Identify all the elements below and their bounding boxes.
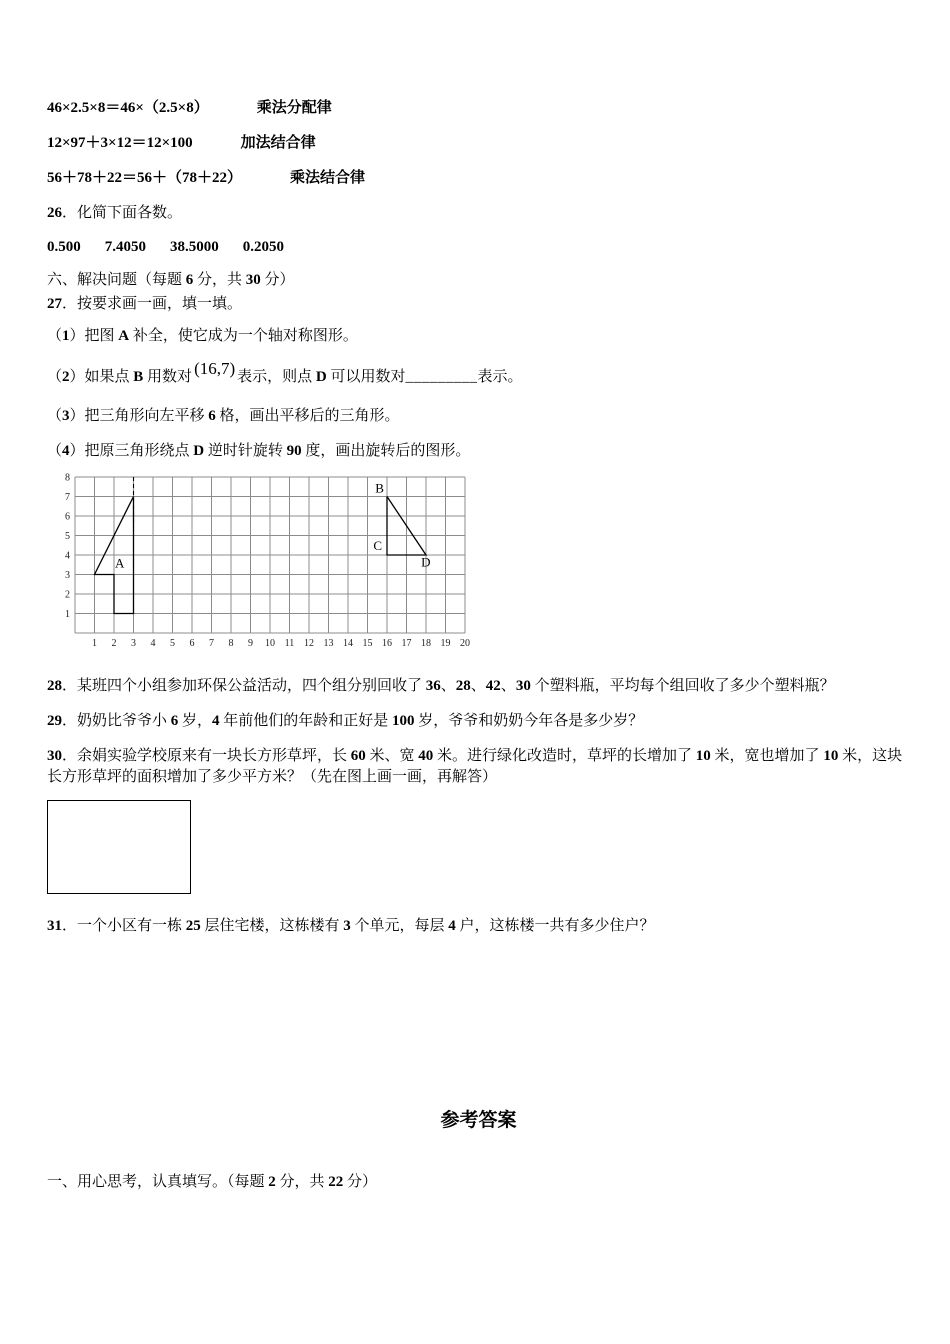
svg-text:1: 1 (92, 638, 97, 649)
svg-text:8: 8 (228, 638, 234, 649)
q27-item-2-text: （2）如果点 B 用数对 (47, 369, 193, 385)
svg-text:13: 13 (323, 638, 334, 649)
q26-value-1: 0.500 (47, 239, 81, 255)
svg-text:17: 17 (401, 638, 412, 649)
answer-blank: _________ (405, 369, 478, 385)
q31-text: 31．一个小区有一栋 25 层住宅楼，这栋楼有 3 个单元，每层 4 户，这栋楼一共有多少住户？ (47, 918, 655, 934)
drawing-box (47, 800, 191, 894)
svg-text:9: 9 (248, 638, 253, 649)
equation-law: 乘法分配律 (256, 100, 332, 116)
svg-text:20: 20 (460, 638, 470, 649)
svg-text:4: 4 (65, 550, 70, 562)
svg-text:8: 8 (65, 472, 70, 484)
svg-text:6: 6 (189, 638, 195, 649)
svg-text:14: 14 (343, 638, 353, 649)
answer-key-title: 参考答案 (440, 1110, 517, 1131)
q27-item-2-text: 表示。 (477, 369, 523, 385)
q29-text: 29．奶奶比爷爷小 6 岁，4 年前他们的年龄和正好是 100 岁，爷爷和奶奶今年各是多少岁？ (47, 713, 644, 729)
equation-expression: 56＋78＋22＝56＋（78＋22） (47, 170, 243, 186)
svg-text:12: 12 (304, 638, 314, 649)
q26-values (47, 237, 910, 257)
equation-expression: 12×97＋3×12＝12×100 (47, 135, 193, 151)
svg-text:2: 2 (65, 589, 70, 601)
section-6-title: 六、解决问题（每题 6 分，共 30 分） (47, 272, 295, 288)
q26-value-2: 7.4050 (104, 239, 146, 255)
svg-text:4: 4 (150, 638, 156, 649)
svg-text:A: A (114, 555, 125, 571)
q26-value-3: 38.5000 (170, 239, 219, 255)
equation-law: 乘法结合律 (290, 170, 366, 186)
coordinate-grid-figure (49, 467, 910, 662)
q27-label: 27．按要求画一画，填一填。 (47, 296, 243, 312)
svg-text:D: D (421, 554, 431, 570)
q27-item-1: （1）把图 A 补全，使它成为一个轴对称图形。 (47, 328, 358, 344)
q26-value-4: 0.2050 (242, 239, 284, 255)
svg-text:B: B (375, 480, 384, 496)
svg-text:5: 5 (170, 638, 175, 649)
q30-text: 30．余娟实验学校原来有一块长方形草坪，长 60 米、宽 40 米。进行绿化改造时，草坪的长增加了 10 米，宽也增加了 10 米，这块长方形草坪的面积增加了多少平方米？（先在图上画一画，再解答） (47, 748, 903, 785)
q27-item-2 (47, 359, 910, 390)
coordinate-pair: (16,7) (194, 359, 236, 378)
equation-line-2 (47, 133, 910, 153)
svg-text:6: 6 (65, 511, 70, 523)
svg-text:18: 18 (421, 638, 431, 649)
svg-text:7: 7 (65, 492, 70, 503)
svg-text:15: 15 (362, 638, 373, 649)
svg-text:16: 16 (382, 638, 392, 649)
q28-text: 28．某班四个小组参加环保公益活动，四个组分别回收了 36、28、42、30 个塑料瓶，平均每个组回收了多少个塑料瓶？ (47, 678, 835, 694)
svg-text:19: 19 (440, 638, 451, 649)
svg-text:11: 11 (284, 638, 295, 649)
equation-law: 加法结合律 (240, 135, 316, 151)
answer-section-1-title: 一、用心思考，认真填写。（每题 2 分，共 22 分） (47, 1174, 378, 1190)
q26-label: 26．化简下面各数。 (47, 205, 183, 221)
svg-text:1: 1 (65, 609, 70, 620)
equation-line-1 (47, 98, 910, 118)
svg-text:C: C (373, 538, 383, 554)
svg-text:3: 3 (65, 570, 70, 581)
svg-text:3: 3 (131, 638, 136, 649)
q27-item-4: （4）把原三角形绕点 D 逆时针旋转 90 度，画出旋转后的图形。 (47, 443, 471, 459)
svg-text:5: 5 (65, 531, 70, 542)
q27-item-2-text: 表示，则点 D 可以用数对 (237, 369, 406, 385)
equation-line-3 (47, 168, 910, 188)
grid-svg (49, 467, 479, 657)
q27-item-3: （3）把三角形向左平移 6 格，画出平移后的三角形。 (47, 408, 400, 424)
equation-expression: 46×2.5×8＝46×（2.5×8） (47, 100, 209, 116)
svg-text:2: 2 (111, 638, 117, 649)
svg-text:7: 7 (209, 638, 214, 649)
svg-text:10: 10 (265, 638, 275, 649)
